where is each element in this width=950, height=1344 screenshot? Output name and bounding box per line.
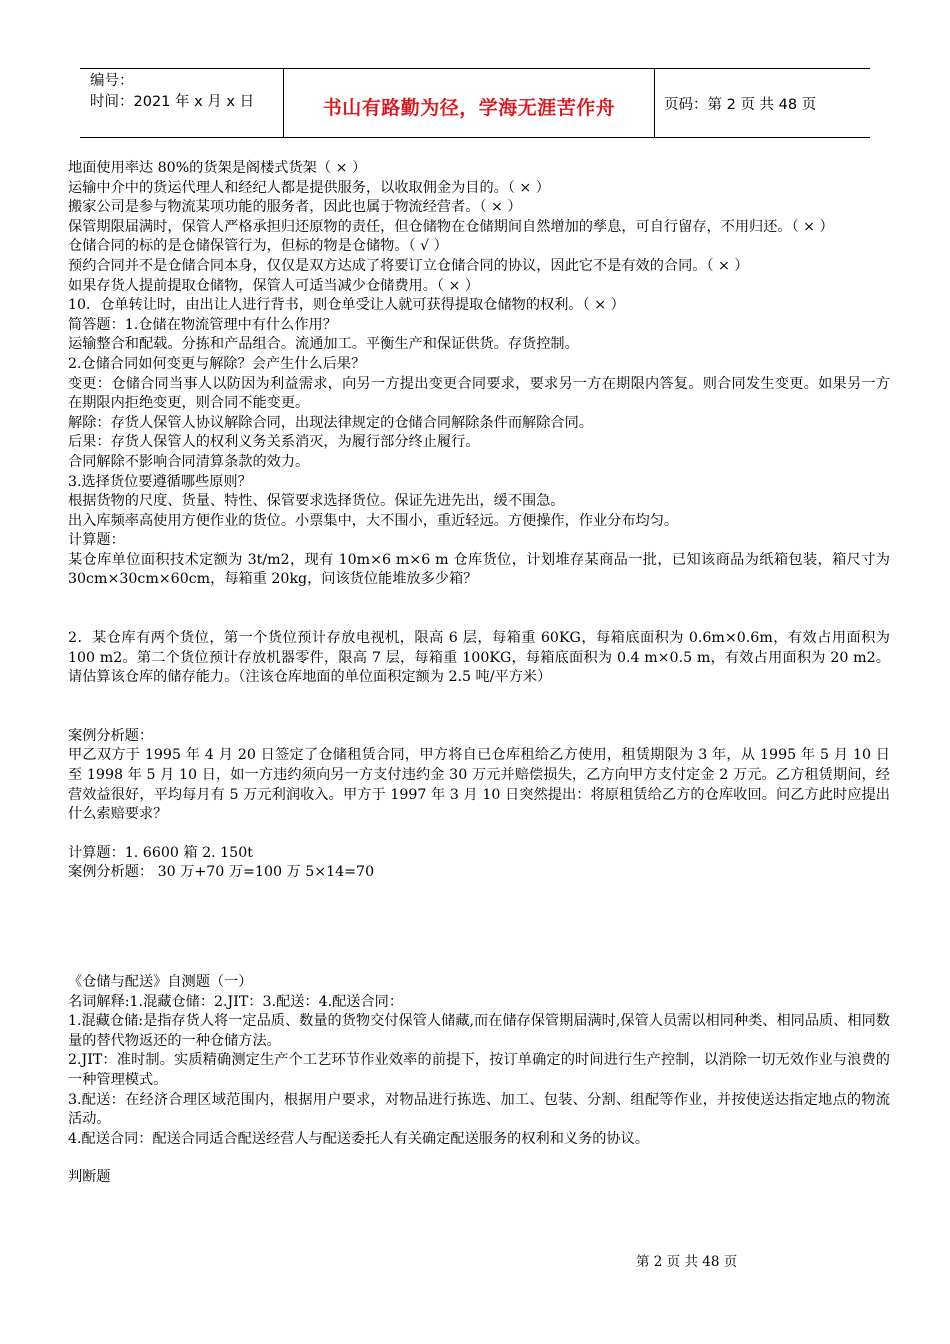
body-line: 运输中介中的货运代理人和经纪人都是提供服务，以收取佣金为目的。（ × ） (68, 179, 550, 196)
term-line: 1.混藏仓储:是指存货人将一定品质、数量的货物交付保管人储藏,而在储存保管期届满时,保管人员需以相同种类、相同品质、相同数量的替代物返还的一种仓储方法。 (68, 1013, 890, 1049)
body-line: 搬家公司是参与物流某项功能的服务者，因此也属于物流经营者。（ × ） (68, 199, 522, 216)
term-line: 3.配送：在经济合理区域范围内，根据用户要求，对物品进行拣选、加工、包装、分割、组配等作业，并按使送达指定地点的物流活动。 (68, 1091, 890, 1128)
body-line: 如果存货人提前提取仓储物，保管人可适当减少仓储费用。（ × ） (68, 277, 480, 294)
body-line: 10．仓单转让时，由出让人进行背书，则仓单受让人就可获得提取仓储物的权利。（ × ） (68, 297, 625, 314)
body-line: 保管期限届满时，保管人严格承担归还原物的责任，但仓储物在仓储期间自然增加的孳息，可自行留存，不用归还。（ × ） (68, 218, 834, 235)
document-body (68, 159, 890, 1188)
body-line: 解除：存货人保管人协议解除合同，出现法律规定的仓储合同解除条件而解除合同。 (68, 414, 593, 431)
body-line: 合同解除不影响合同清算条款的效力。 (68, 453, 310, 470)
body-line: 简答题：1.仓储在物流管理中有什么作用？ (68, 316, 337, 333)
body-line: 变更：仓储合同当事人以防因为利益需求，向另一方提出变更合同要求，要求另一方在期限内答复。则合同发生变更。如果另一方在期限内拒绝变更，则合同不能变更。 (68, 375, 890, 412)
footer-page-number: 第 2 页 共 48 页 (636, 1254, 738, 1270)
body-line: 仓储合同的标的是仓储保管行为，但标的物是仓储物。（ √ ） (68, 238, 448, 255)
case-title: 案例分析题： (68, 727, 154, 744)
body-line: 计算题： (68, 532, 125, 549)
body-line: 地面使用率达 80%的货架是阁楼式货架（ × ） (68, 160, 367, 176)
term-line: 名词解释:1.混藏仓储：2.JIT：3.配送：4.配送合同： (68, 993, 404, 1010)
header-meta (80, 69, 283, 137)
case-text: 甲乙双方于 1995 年 4 月 20 日签定了仓储租赁合同，甲方将自已仓库租给乙方使用，租赁期限为 3 年，从 1995 年 5 月 10 日至 1998 年 5 月 10 日，如一方违约须向另一方支付违约金 30 万元并赔偿损失，乙方向甲方支付定金 2 万元。乙方租赁期间，经营效益很好，平均每月有 5 万元利润收入。甲方于 1997 年 3 月 10 日突然提出：将原租赁给乙方的仓库收回。问乙方此时应提出什么索赔要求？ (68, 747, 890, 823)
answer-case: 案例分析题： 30 万+70 万=100 万 5×14=70 (68, 864, 375, 881)
judge-title: 判断题 (68, 1169, 111, 1186)
body-line: 后果：存货人保管人的权利义务关系消灭，为履行部分终止履行。 (68, 434, 480, 451)
answer-calc: 计算题：1. 6600 箱 2. 150t (68, 844, 253, 861)
body-line: 根据货物的尺度、货量、特性、保管要求选择货位。保证先进先出，缓不围急。 (68, 493, 565, 510)
test-title: 《仓储与配送》自测题（一） (68, 974, 253, 990)
page-footer (636, 1250, 737, 1270)
doc-number-label: 编号： (90, 73, 134, 89)
header-motto-cell (283, 69, 655, 137)
header-page-cell (655, 69, 870, 137)
body-line: 运输整合和配载。分拣和产品组合。流通加工。平衡生产和保证供货。存货控制。 (68, 336, 579, 353)
body-line: 出入库频率高使用方便作业的货位。小票集中，大不围小，重近轻远。方便操作，作业分布均匀。 (68, 512, 679, 529)
calc-question-2: 2．某仓库有两个货位，第一个货位预计存放电视机，限高 6 层，每箱重 60KG，每箱底面积为 0.6m×0.6m，有效占用面积为 100 m2。第二个货位预计存放机器零件，限高 7 层，每箱重 100KG，每箱底面积为 0.4 m×0.5 m，有效占用面积为 20 m2。请估算该仓库的储存能力。（注该仓库地面的单位面积定额为 2.5 吨/平方米） (68, 630, 890, 686)
body-line: 3.选择货位要遵循哪些原则？ (68, 473, 252, 490)
term-line: 2.JIT：准时制。实质精确测定生产个工艺环节作业效率的前提下，按订单确定的时间进行生产控制，以消除一切无效作业与浪费的一种管理模式。 (68, 1052, 890, 1088)
term-line: 4.配送合同：配送合同适合配送经营人与配送委托人有关确定配送服务的权利和义务的协议。 (68, 1130, 650, 1147)
header-motto: 书山有路勤为径，学海无涯苦作舟 (322, 96, 616, 119)
header-page-label: 页码：第 2 页 共 48 页 (664, 96, 817, 113)
body-line: 某仓库单位面积技术定额为 3t/m2，现有 10m×6 m×6 m 仓库货位，计划堆存某商品一批，已知该商品为纸箱包装，箱尺寸为 30cm×30cm×60cm，每箱重 20kg，问该货位能堆放多少箱？ (68, 551, 890, 588)
body-line: 预约合同并不是仓储合同本身，仅仅是双方达成了将要订立仓储合同的协议，因此它不是有效的合同。（ × ） (68, 257, 749, 274)
doc-time-label: 时间：2021 年 x 月 x 日 (90, 94, 255, 110)
body-line: 2.仓储合同如何变更与解除？会产生什么后果？ (68, 355, 366, 372)
page-header (80, 68, 870, 138)
